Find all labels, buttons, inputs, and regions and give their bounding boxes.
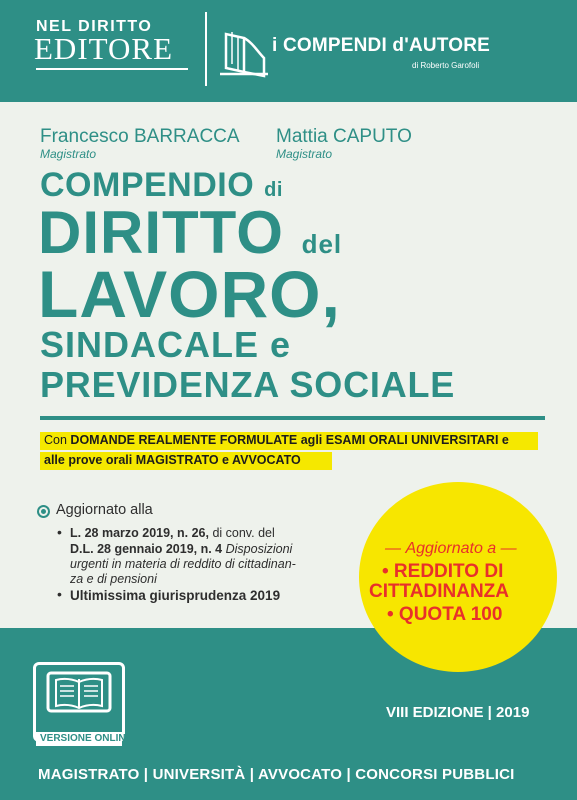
law-1-desc: di conv. del [208, 526, 275, 540]
law-line-4: za e di pensioni [70, 572, 157, 586]
author-2-name: Mattia CAPUTO [276, 126, 412, 147]
ebook-icon [44, 670, 114, 720]
highlight-con: Con [44, 433, 67, 447]
law-line-1 [70, 526, 275, 540]
title-line-5: PREVIDENZA SOCIALE [40, 364, 456, 405]
highlight-line-1 [44, 433, 509, 447]
edition-label: VIII EDIZIONE | 2019 [386, 704, 530, 721]
update-heading: Aggiornato alla [56, 502, 153, 518]
target-audience-footer: MAGISTRATO | UNIVERSITÀ | AVVOCATO | CONCORSI PUBBLICI [38, 766, 515, 783]
title-word-compendio: COMPENDIO [40, 166, 255, 204]
title-line-4: SINDACALE e [40, 324, 292, 365]
header-divider [205, 12, 207, 86]
law-1-ref: L. 28 marzo 2019, n. 26, [70, 526, 209, 540]
bullet-icon: • [57, 524, 62, 540]
ebook-label: VERSIONE ONLINE [40, 733, 133, 744]
badge-line-3: • QUOTA 100 [387, 604, 503, 625]
badge-line-1: • REDDITO DI [382, 561, 504, 582]
open-book-icon [218, 28, 270, 80]
law-2-ref: D.L. 28 gennaio 2019, n. 4 [70, 542, 223, 556]
publisher-line-1: NEL DIRITTO [36, 18, 153, 35]
bullet-icon: • [57, 586, 62, 602]
law-line-2 [70, 542, 292, 556]
title-word-del: del [301, 229, 343, 259]
law-2-desc: Disposizioni [222, 542, 293, 556]
author-1-name: Francesco BARRACCA [40, 126, 240, 147]
author-2-role: Magistrato [276, 147, 333, 161]
highlight-exams: DOMANDE REALMENTE FORMULATE agli ESAMI ORALI UNIVERSITARI e [70, 433, 509, 447]
series-subtitle: di Roberto Garofoli [412, 61, 480, 70]
badge-heading: — Aggiornato a — [385, 540, 517, 557]
publisher-rule [36, 68, 188, 70]
series-name: i COMPENDI d'AUTORE [272, 35, 491, 56]
highlight-line-2: alle prove orali MAGISTRATO e AVVOCATO [44, 453, 301, 467]
title-rule [40, 416, 545, 420]
title-word-di: di [264, 179, 283, 201]
radio-bullet-icon [37, 505, 50, 518]
badge-heading-text: Aggiornato a [405, 540, 497, 557]
title-line-3: LAVORO, [38, 257, 341, 331]
law-line-3: urgenti in materia di reddito di cittadinan- [70, 557, 296, 571]
jurisprudence-line: Ultimissima giurisprudenza 2019 [70, 588, 281, 603]
author-1-role: Magistrato [40, 147, 97, 161]
badge-line-2: CITTADINANZA [369, 581, 510, 602]
publisher-line-2: EDITORE [34, 31, 174, 66]
title-word-diritto: DIRITTO [38, 199, 284, 266]
